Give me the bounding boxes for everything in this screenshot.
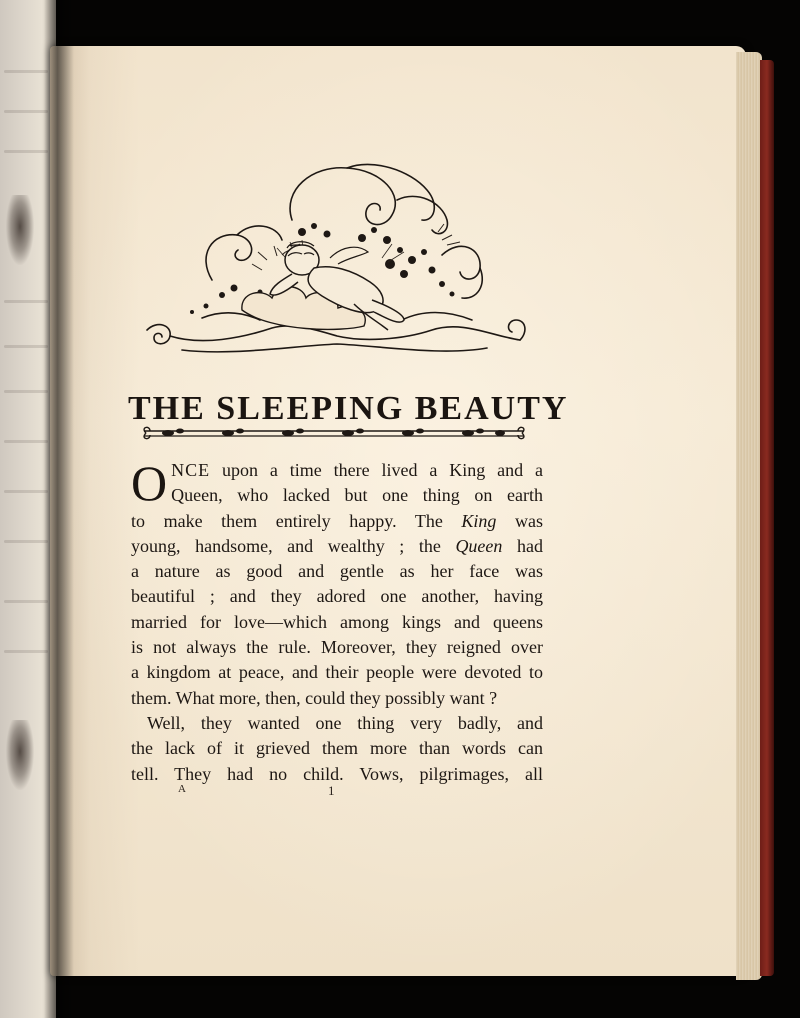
- faint-text-line: [4, 440, 48, 443]
- text-line-9: a kingdom at peace, and their people were devoted to: [131, 662, 543, 683]
- text-line-6: beautiful ; and they adored one another, having: [131, 586, 543, 607]
- text-fragment: was: [496, 510, 543, 531]
- text-line-8: is not always the rule. Moreover, they reigned over: [131, 637, 543, 658]
- faint-text-line: [4, 70, 48, 73]
- text-line-3: [131, 509, 543, 534]
- faint-illustration: [6, 720, 34, 790]
- text-line-7: married for love—which among kings and queens: [131, 611, 543, 632]
- text-line: Queen, who lacked but one thing on earth: [171, 485, 543, 506]
- cherub-headpiece-illustration: [142, 160, 528, 360]
- drop-cap: O: [131, 455, 168, 511]
- faint-text-line: [4, 150, 48, 153]
- faint-text-line: [4, 390, 48, 393]
- faint-text-line: [4, 110, 48, 113]
- book-cover-edge: [760, 60, 774, 976]
- faint-text-line: [4, 490, 48, 493]
- italic-king: King: [461, 510, 497, 531]
- text-line-4: [131, 534, 543, 559]
- signature-mark: A: [178, 783, 187, 795]
- text-fragment: to make them entirely happy. The: [131, 510, 462, 531]
- faint-text-line: [4, 600, 48, 603]
- text-line-10: them. What more, then, could they possibly want ?: [131, 687, 498, 708]
- first-word-caps: NCE: [171, 460, 211, 480]
- gutter-shadow: [44, 0, 74, 1018]
- decorative-rule-ornament: [138, 424, 530, 442]
- story-text: [131, 455, 543, 787]
- italic-queen: Queen: [455, 535, 503, 556]
- faint-illustration: [6, 195, 34, 265]
- faint-text-line: [4, 300, 48, 303]
- faint-text-line: [4, 540, 48, 543]
- text-line-11: Well, they wanted one thing very badly, and: [147, 712, 543, 733]
- page-number: 1: [328, 783, 335, 798]
- faint-text-line: [4, 345, 48, 348]
- faint-text-line: [4, 650, 48, 653]
- text-fragment: young, handsome, and wealthy ; the: [131, 535, 456, 556]
- text-line-5: a nature as good and gentle as her face was: [131, 561, 543, 582]
- text-line-2: [131, 483, 543, 508]
- page-edges: [736, 52, 762, 980]
- chapter-title: THE SLEEPING BEAUTY: [128, 389, 569, 427]
- text-fragment: had: [502, 535, 543, 556]
- text-line-12: the lack of it grieved them more than words can: [131, 738, 543, 759]
- text-line-13: tell. They had no child. Vows, pilgrimages, all: [131, 763, 543, 784]
- text-line: upon a time there lived a King and a: [210, 460, 543, 480]
